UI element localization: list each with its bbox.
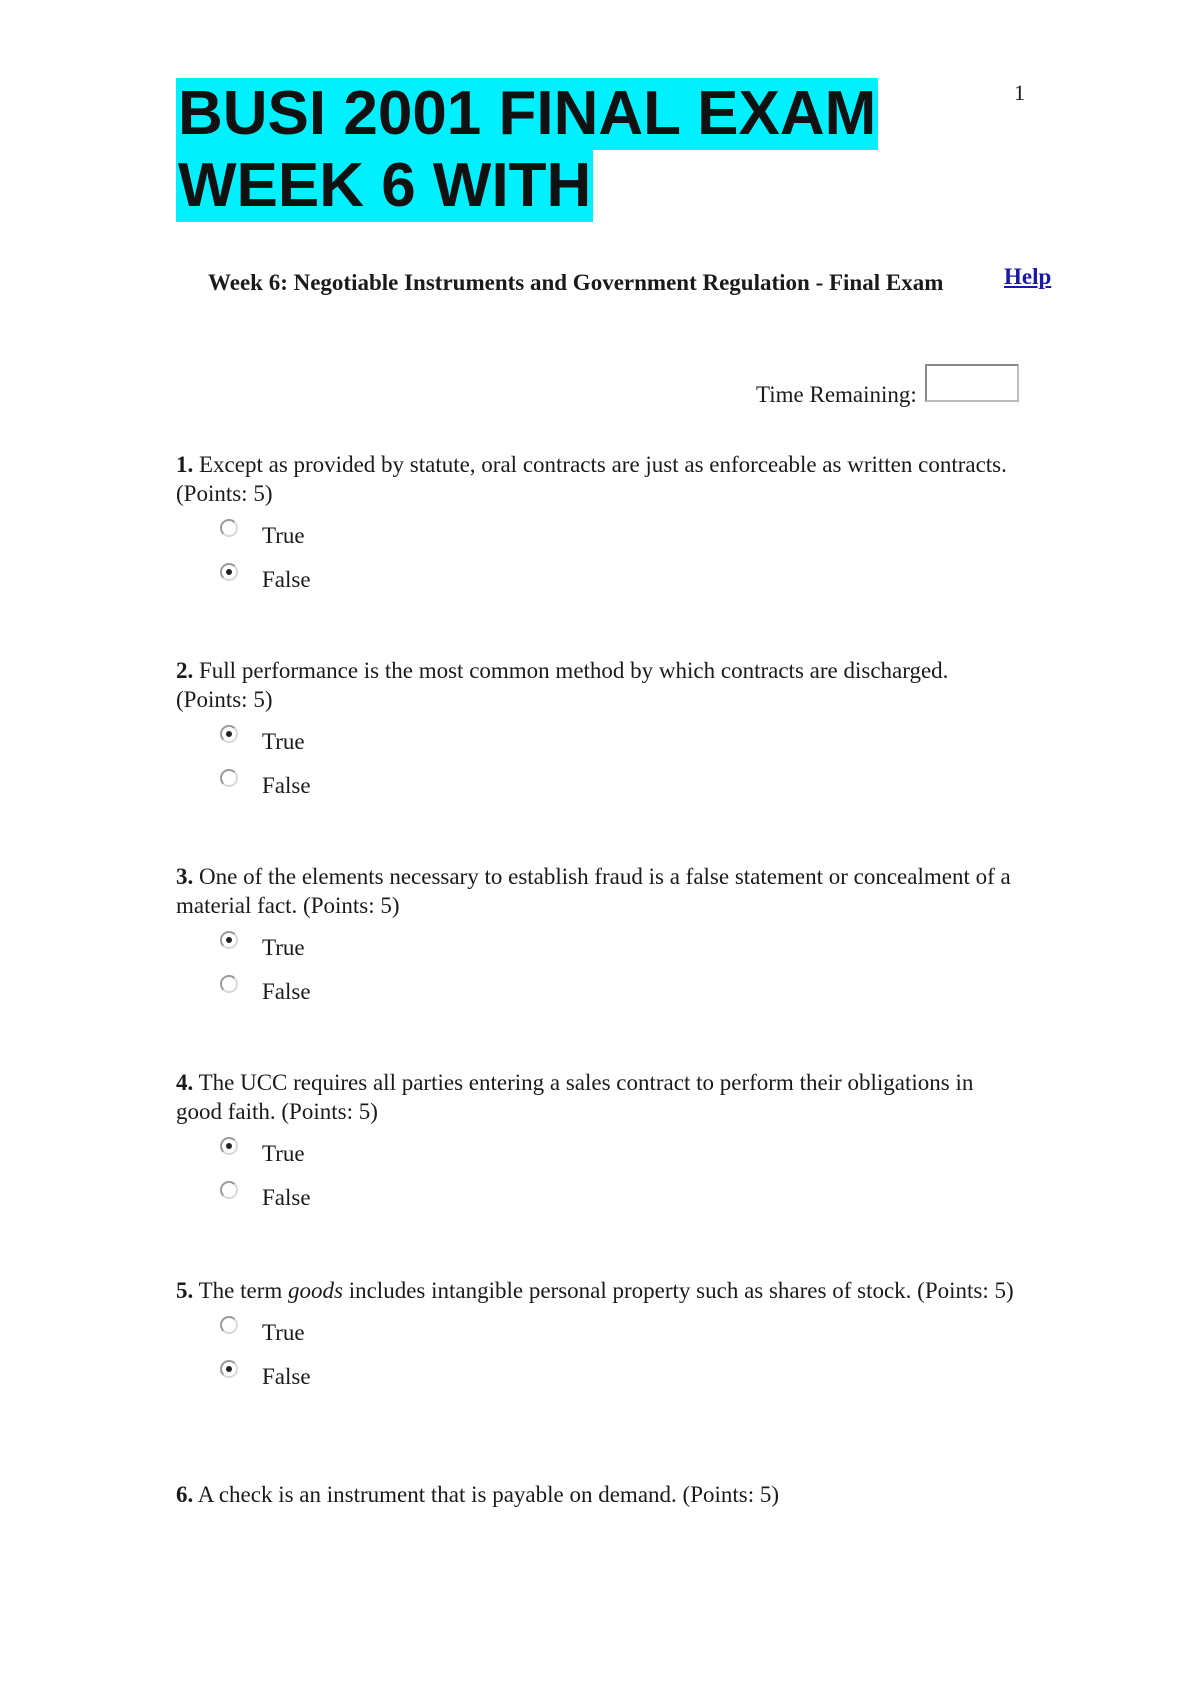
question-number: 5.: [176, 1278, 194, 1303]
question-4: [176, 1068, 1016, 1220]
question-text: [176, 1068, 1016, 1126]
question-number: 6.: [176, 1482, 194, 1507]
question-text: [176, 656, 1016, 714]
time-remaining: [756, 370, 1019, 408]
question-body-before: The term: [198, 1278, 283, 1303]
option-false[interactable]: [220, 1176, 1016, 1220]
question-text: [176, 1480, 1016, 1509]
radio-button[interactable]: [220, 975, 238, 993]
question-body: The UCC requires all parties entering a sales contract to perform their obligations in good faith. (Points: 5): [176, 1070, 974, 1124]
radio-button[interactable]: [220, 725, 238, 743]
exam-title: Week 6: Negotiable Instruments and Government Regulation - Final Exam: [208, 270, 944, 295]
radio-button[interactable]: [220, 563, 238, 581]
option-false[interactable]: [220, 970, 1016, 1014]
option-label: False: [262, 1364, 311, 1389]
question-number: 2.: [176, 658, 194, 683]
title-line-1: BUSI 2001 FINAL EXAM: [178, 79, 877, 148]
document-title: [176, 78, 878, 222]
option-true[interactable]: [220, 926, 1016, 970]
radio-button[interactable]: [220, 931, 238, 949]
question-text: [176, 450, 1016, 508]
help-link[interactable]: Help: [1004, 264, 1052, 289]
question-5: [176, 1276, 1016, 1399]
question-number: 3.: [176, 864, 194, 889]
option-label: False: [262, 773, 311, 798]
question-text: [176, 1276, 1016, 1305]
option-false[interactable]: [220, 558, 1016, 602]
title-line-2: WEEK 6 WITH: [178, 151, 592, 220]
option-label: False: [262, 1185, 311, 1210]
radio-button[interactable]: [220, 1181, 238, 1199]
radio-button[interactable]: [220, 1316, 238, 1334]
question-number: 1.: [176, 452, 194, 477]
question-body: Except as provided by statute, oral contracts are just as enforceable as written contracts. (Points: 5): [176, 452, 1007, 506]
question-emphasis: goods: [288, 1278, 343, 1303]
question-body: Full performance is the most common method by which contracts are discharged. (Points: 5): [176, 658, 949, 712]
page-number: 1: [1014, 80, 1025, 105]
question-2: [176, 656, 1016, 808]
radio-button[interactable]: [220, 519, 238, 537]
option-label: True: [262, 935, 305, 960]
option-true[interactable]: [220, 1311, 1016, 1355]
question-1: [176, 450, 1016, 602]
radio-button[interactable]: [220, 1137, 238, 1155]
question-text: [176, 862, 1016, 920]
option-label: True: [262, 1141, 305, 1166]
radio-button[interactable]: [220, 1360, 238, 1378]
option-label: False: [262, 567, 311, 592]
question-number: 4.: [176, 1070, 194, 1095]
option-false[interactable]: [220, 764, 1016, 808]
question-body-after: includes intangible personal property such as shares of stock. (Points: 5): [348, 1278, 1014, 1303]
option-true[interactable]: [220, 1132, 1016, 1176]
question-body: One of the elements necessary to establish fraud is a false statement or concealment of a material fact. (Points: 5): [176, 864, 1011, 918]
option-false[interactable]: [220, 1355, 1016, 1399]
option-label: True: [262, 523, 305, 548]
question-6: [176, 1480, 1016, 1509]
option-label: True: [262, 1320, 305, 1345]
time-remaining-label: Time Remaining:: [756, 382, 917, 407]
option-true[interactable]: [220, 514, 1016, 558]
radio-button[interactable]: [220, 769, 238, 787]
time-remaining-field: [925, 364, 1019, 402]
question-3: [176, 862, 1016, 1014]
option-label: True: [262, 729, 305, 754]
question-body: A check is an instrument that is payable on demand. (Points: 5): [197, 1482, 780, 1507]
option-label: False: [262, 979, 311, 1004]
option-true[interactable]: [220, 720, 1016, 764]
